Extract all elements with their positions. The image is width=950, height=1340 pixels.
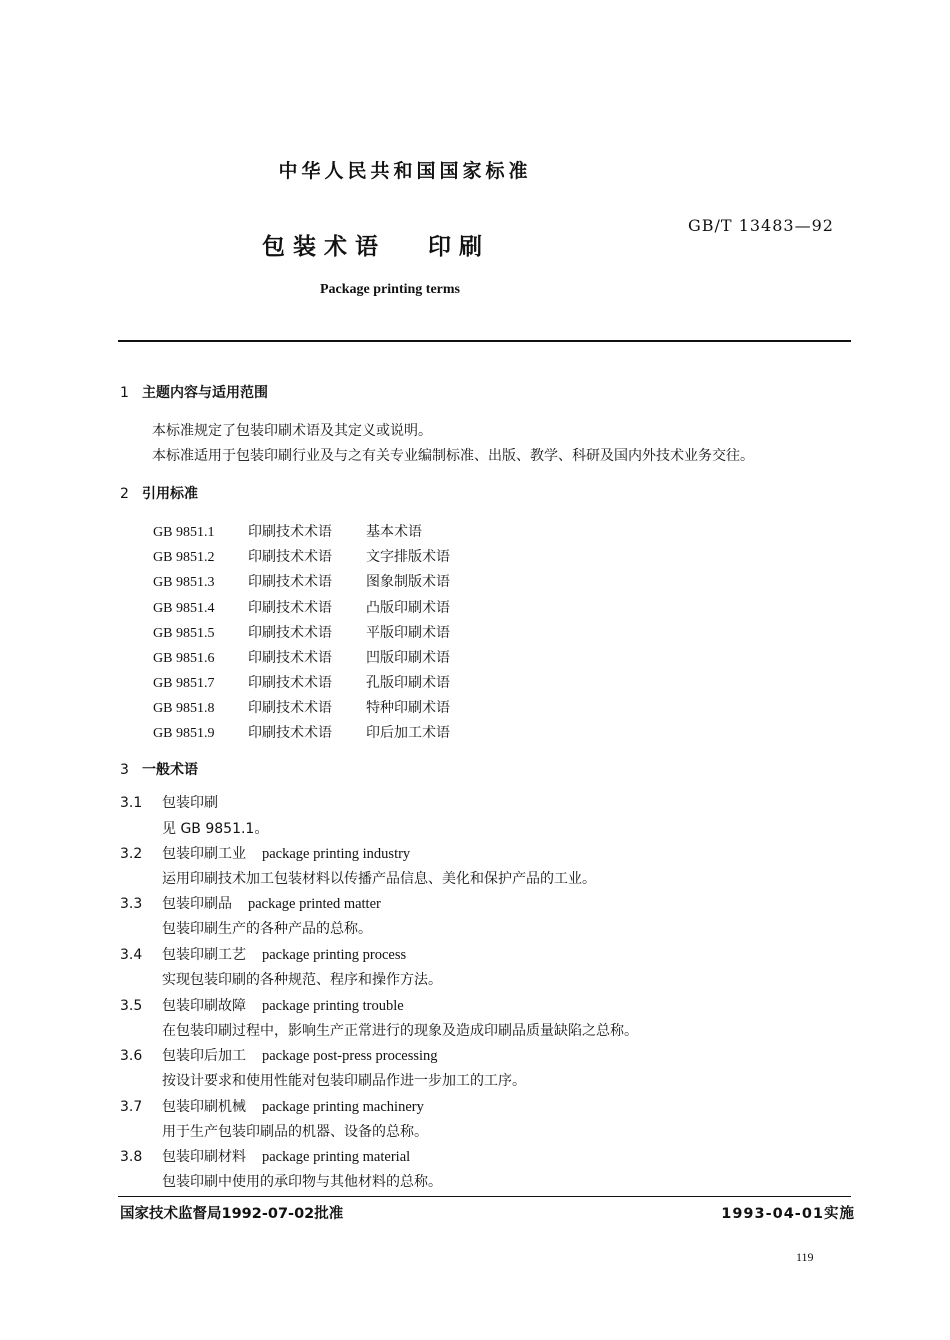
reference-row <box>153 521 422 541</box>
term-cn: 包装印刷工业 <box>162 846 246 862</box>
term-number: 3.7 <box>120 1099 143 1115</box>
term-entry <box>120 843 410 863</box>
term-definition: 在包装印刷过程中，影响生产正常进行的现象及造成印刷品质量缺陷之总称。 <box>162 1023 638 1039</box>
ref-code: GB 9851.9 <box>153 726 215 741</box>
ref-group: 印刷技术术语 <box>248 700 332 716</box>
title-cn-part-1: 包装术语 <box>262 234 386 260</box>
ref-name: 印后加工术语 <box>366 725 450 741</box>
term-en: package printing machinery <box>262 1099 424 1115</box>
reference-row <box>153 647 450 667</box>
term-entry <box>120 893 381 913</box>
term-number: 3.1 <box>120 795 143 811</box>
term-number: 3.4 <box>120 947 143 963</box>
ref-group: 印刷技术术语 <box>248 625 332 641</box>
term-cn: 包装印刷工艺 <box>162 947 246 963</box>
ref-name: 基本术语 <box>366 524 422 540</box>
section-title: 一般术语 <box>142 762 198 778</box>
term-entry <box>120 1146 410 1166</box>
term-definition: 包装印刷中使用的承印物与其他材料的总称。 <box>162 1174 442 1190</box>
term-number: 3.3 <box>120 896 143 912</box>
term-en: package printing material <box>262 1149 411 1165</box>
term-en: package printing process <box>262 947 407 963</box>
ref-group: 印刷技术术语 <box>248 650 332 666</box>
term-en: package printed matter <box>248 896 381 912</box>
term-definition: 按设计要求和使用性能对包装印刷品作进一步加工的工序。 <box>162 1073 526 1089</box>
term-definition: 见 GB 9851.1。 <box>162 821 269 837</box>
ref-group: 印刷技术术语 <box>248 600 332 616</box>
term-entry <box>120 1096 424 1116</box>
term-definition: 用于生产包装印刷品的机器、设备的总称。 <box>162 1124 428 1140</box>
ref-code: GB 9851.6 <box>153 651 215 666</box>
approval-statement: 国家技术监督局1992-07-02批准 <box>120 1206 344 1222</box>
reference-row <box>153 622 450 642</box>
page-number: 119 <box>796 1250 814 1264</box>
term-entry <box>120 944 406 964</box>
effective-date: 1993-04-01实施 <box>721 1206 855 1222</box>
term-cn: 包装印后加工 <box>162 1048 246 1064</box>
term-en: package printing trouble <box>262 998 404 1014</box>
term-en: package printing industry <box>262 846 411 862</box>
paragraph: 本标准规定了包装印刷术语及其定义或说明。 <box>152 423 432 439</box>
term-cn: 包装印刷品 <box>162 896 232 912</box>
term-entry <box>120 792 218 812</box>
ref-code: GB 9851.3 <box>153 575 215 590</box>
document-title-cn <box>262 228 490 261</box>
term-cn: 包装印刷机械 <box>162 1099 246 1115</box>
ref-group: 印刷技术术语 <box>248 549 332 565</box>
section-number: 1 <box>120 385 129 401</box>
reference-row <box>153 697 450 717</box>
section-2-heading <box>120 483 198 503</box>
term-number: 3.6 <box>120 1048 143 1064</box>
ref-code: GB 9851.5 <box>153 626 215 641</box>
bottom-divider <box>118 1196 851 1197</box>
ref-code: GB 9851.1 <box>153 525 215 540</box>
section-number: 2 <box>120 486 129 502</box>
term-entry <box>120 995 404 1015</box>
ref-group: 印刷技术术语 <box>248 675 332 691</box>
reference-row <box>153 571 450 591</box>
title-cn-part-2: 印刷 <box>428 234 490 260</box>
ref-code: GB 9851.8 <box>153 701 215 716</box>
top-divider <box>118 340 851 342</box>
reference-row <box>153 546 450 566</box>
ref-group: 印刷技术术语 <box>248 574 332 590</box>
section-3-heading <box>120 759 198 779</box>
reference-row <box>153 722 450 742</box>
section-number: 3 <box>120 762 129 778</box>
term-cn: 包装印刷 <box>162 795 218 811</box>
term-definition: 包装印刷生产的各种产品的总称。 <box>162 921 372 937</box>
term-cn: 包装印刷材料 <box>162 1149 246 1165</box>
term-en: package post-press processing <box>262 1048 438 1064</box>
standard-code: GB/T 13483—92 <box>688 216 834 235</box>
ref-name: 图象制版术语 <box>366 574 450 590</box>
ref-name: 文字排版术语 <box>366 549 450 565</box>
reference-row <box>153 672 450 692</box>
term-entry <box>120 1045 438 1065</box>
ref-group: 印刷技术术语 <box>248 524 332 540</box>
ref-name: 平版印刷术语 <box>366 625 450 641</box>
reference-row <box>153 597 450 617</box>
ref-code: GB 9851.2 <box>153 550 215 565</box>
ref-code: GB 9851.7 <box>153 676 215 691</box>
section-title: 引用标准 <box>142 486 198 502</box>
document-title-en: Package printing terms <box>320 282 460 297</box>
section-title: 主题内容与适用范围 <box>142 385 268 401</box>
term-definition: 运用印刷技术加工包装材料以传播产品信息、美化和保护产品的工业。 <box>162 871 596 887</box>
term-number: 3.2 <box>120 846 143 862</box>
term-cn: 包装印刷故障 <box>162 998 246 1014</box>
national-standard-heading: 中华人民共和国国家标准 <box>278 160 532 182</box>
section-1-heading <box>120 382 268 402</box>
ref-name: 凹版印刷术语 <box>366 650 450 666</box>
term-number: 3.8 <box>120 1149 143 1165</box>
paragraph: 本标准适用于包装印刷行业及与之有关专业编制标准、出版、教学、科研及国内外技术业务交往。 <box>152 448 754 464</box>
ref-group: 印刷技术术语 <box>248 725 332 741</box>
ref-code: GB 9851.4 <box>153 601 215 616</box>
ref-name: 特种印刷术语 <box>366 700 450 716</box>
ref-name: 孔版印刷术语 <box>366 675 450 691</box>
term-number: 3.5 <box>120 998 143 1014</box>
term-definition: 实现包装印刷的各种规范、程序和操作方法。 <box>162 972 442 988</box>
ref-name: 凸版印刷术语 <box>366 600 450 616</box>
